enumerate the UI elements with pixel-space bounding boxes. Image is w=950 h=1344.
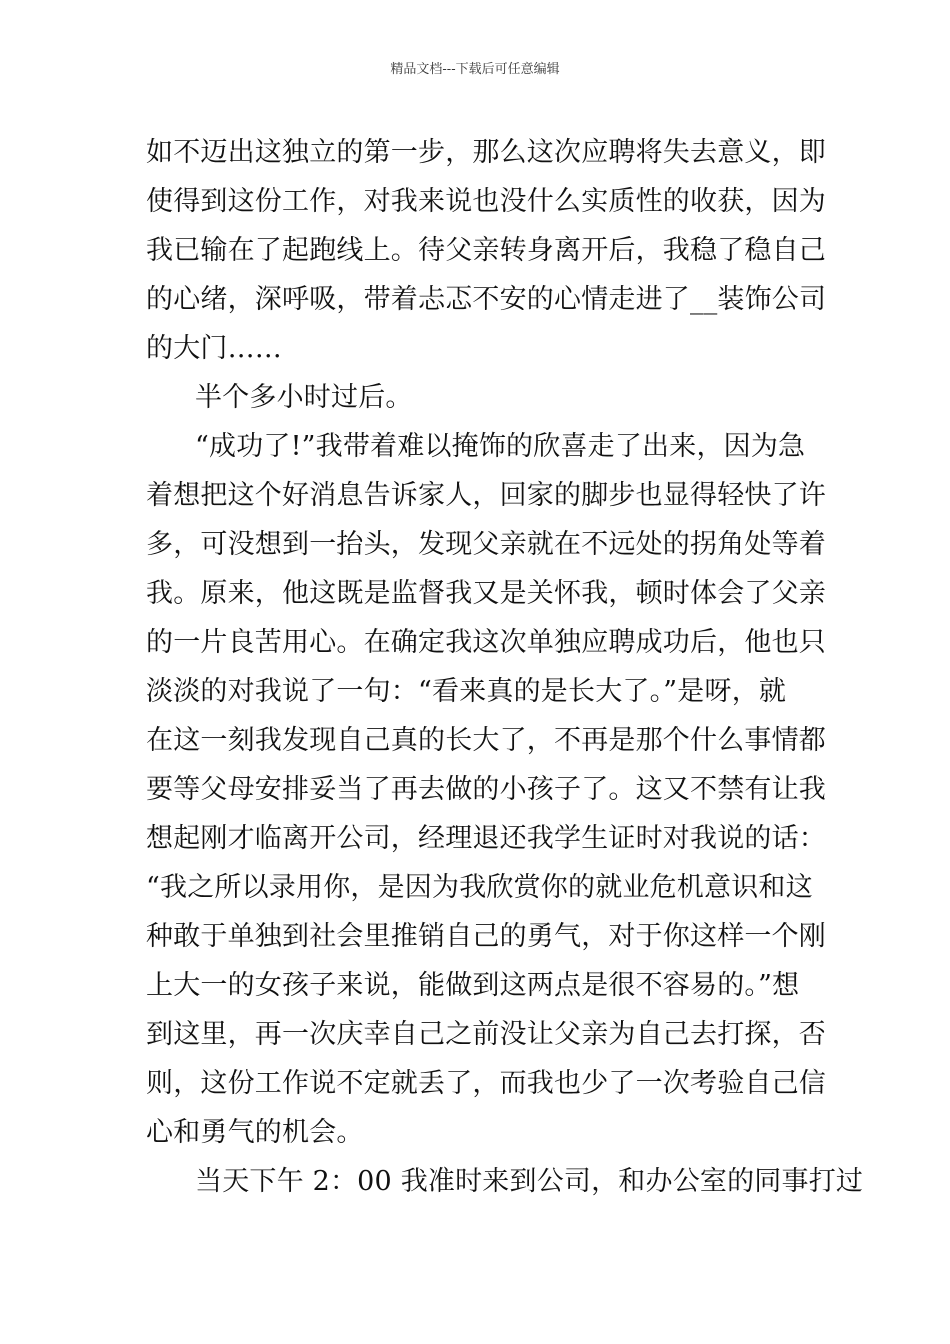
text-line: 心和勇气的机会。	[146, 1117, 364, 1148]
text-line: 我已输在了起跑线上。待父亲转身离开后，我稳了稳自己	[146, 235, 826, 266]
text-line: 着想把这个好消息告诉家人，回家的脚步也显得轻快了许	[146, 480, 826, 511]
paragraph-first-line: 当天下午 2：00 我准时来到公司，和办公室的同事打过	[195, 1166, 864, 1197]
text-line: 想起刚才临离开公司，经理退还我学生证时对我说的话：	[146, 823, 826, 854]
text-line: 多，可没想到一抬头，发现父亲就在不远处的拐角处等着	[146, 529, 826, 560]
text-line: 的大门……	[146, 333, 282, 364]
text-line: 的一片良苦用心。在确定我这次单独应聘成功后，他也只	[146, 627, 826, 658]
page-header: 精品文档---下载后可任意编辑	[390, 62, 560, 77]
text-line: 的心绪，深呼吸，带着忐忑不安的心情走进了__装饰公司	[146, 284, 827, 315]
text-line: 到这里，再一次庆幸自己之前没让父亲为自己去打探，否	[146, 1019, 826, 1050]
text-line: 在这一刻我发现自己真的长大了，不再是那个什么事情都	[146, 725, 826, 756]
text-line: 上大一的女孩子来说，能做到这两点是很不容易的。”想	[146, 970, 800, 1001]
text-line: 种敢于单独到社会里推销自己的勇气，对于你这样一个刚	[146, 921, 826, 952]
text-line: 要等父母安排妥当了再去做的小孩子了。这又不禁有让我	[146, 774, 826, 805]
document-body	[146, 128, 864, 1206]
text-line: “我之所以录用你，是因为我欣赏你的就业危机意识和这	[146, 872, 813, 903]
text-line: 则，这份工作说不定就丢了，而我也少了一次考验自己信	[146, 1068, 826, 1099]
paragraph-first-line: 半个多小时过后。	[195, 382, 413, 413]
text-line: 使得到这份工作，对我来说也没什么实质性的收获，因为	[146, 186, 826, 217]
text-line: 如不迈出这独立的第一步，那么这次应聘将失去意义，即	[146, 137, 826, 168]
text-line: 淡淡的对我说了一句：“看来真的是长大了。”是呀，就	[146, 676, 787, 707]
paragraph-first-line: “成功了!”我带着难以掩饰的欣喜走了出来，因为急	[195, 431, 806, 462]
text-line: 我。原来，他这既是监督我又是关怀我，顿时体会了父亲	[146, 578, 826, 609]
